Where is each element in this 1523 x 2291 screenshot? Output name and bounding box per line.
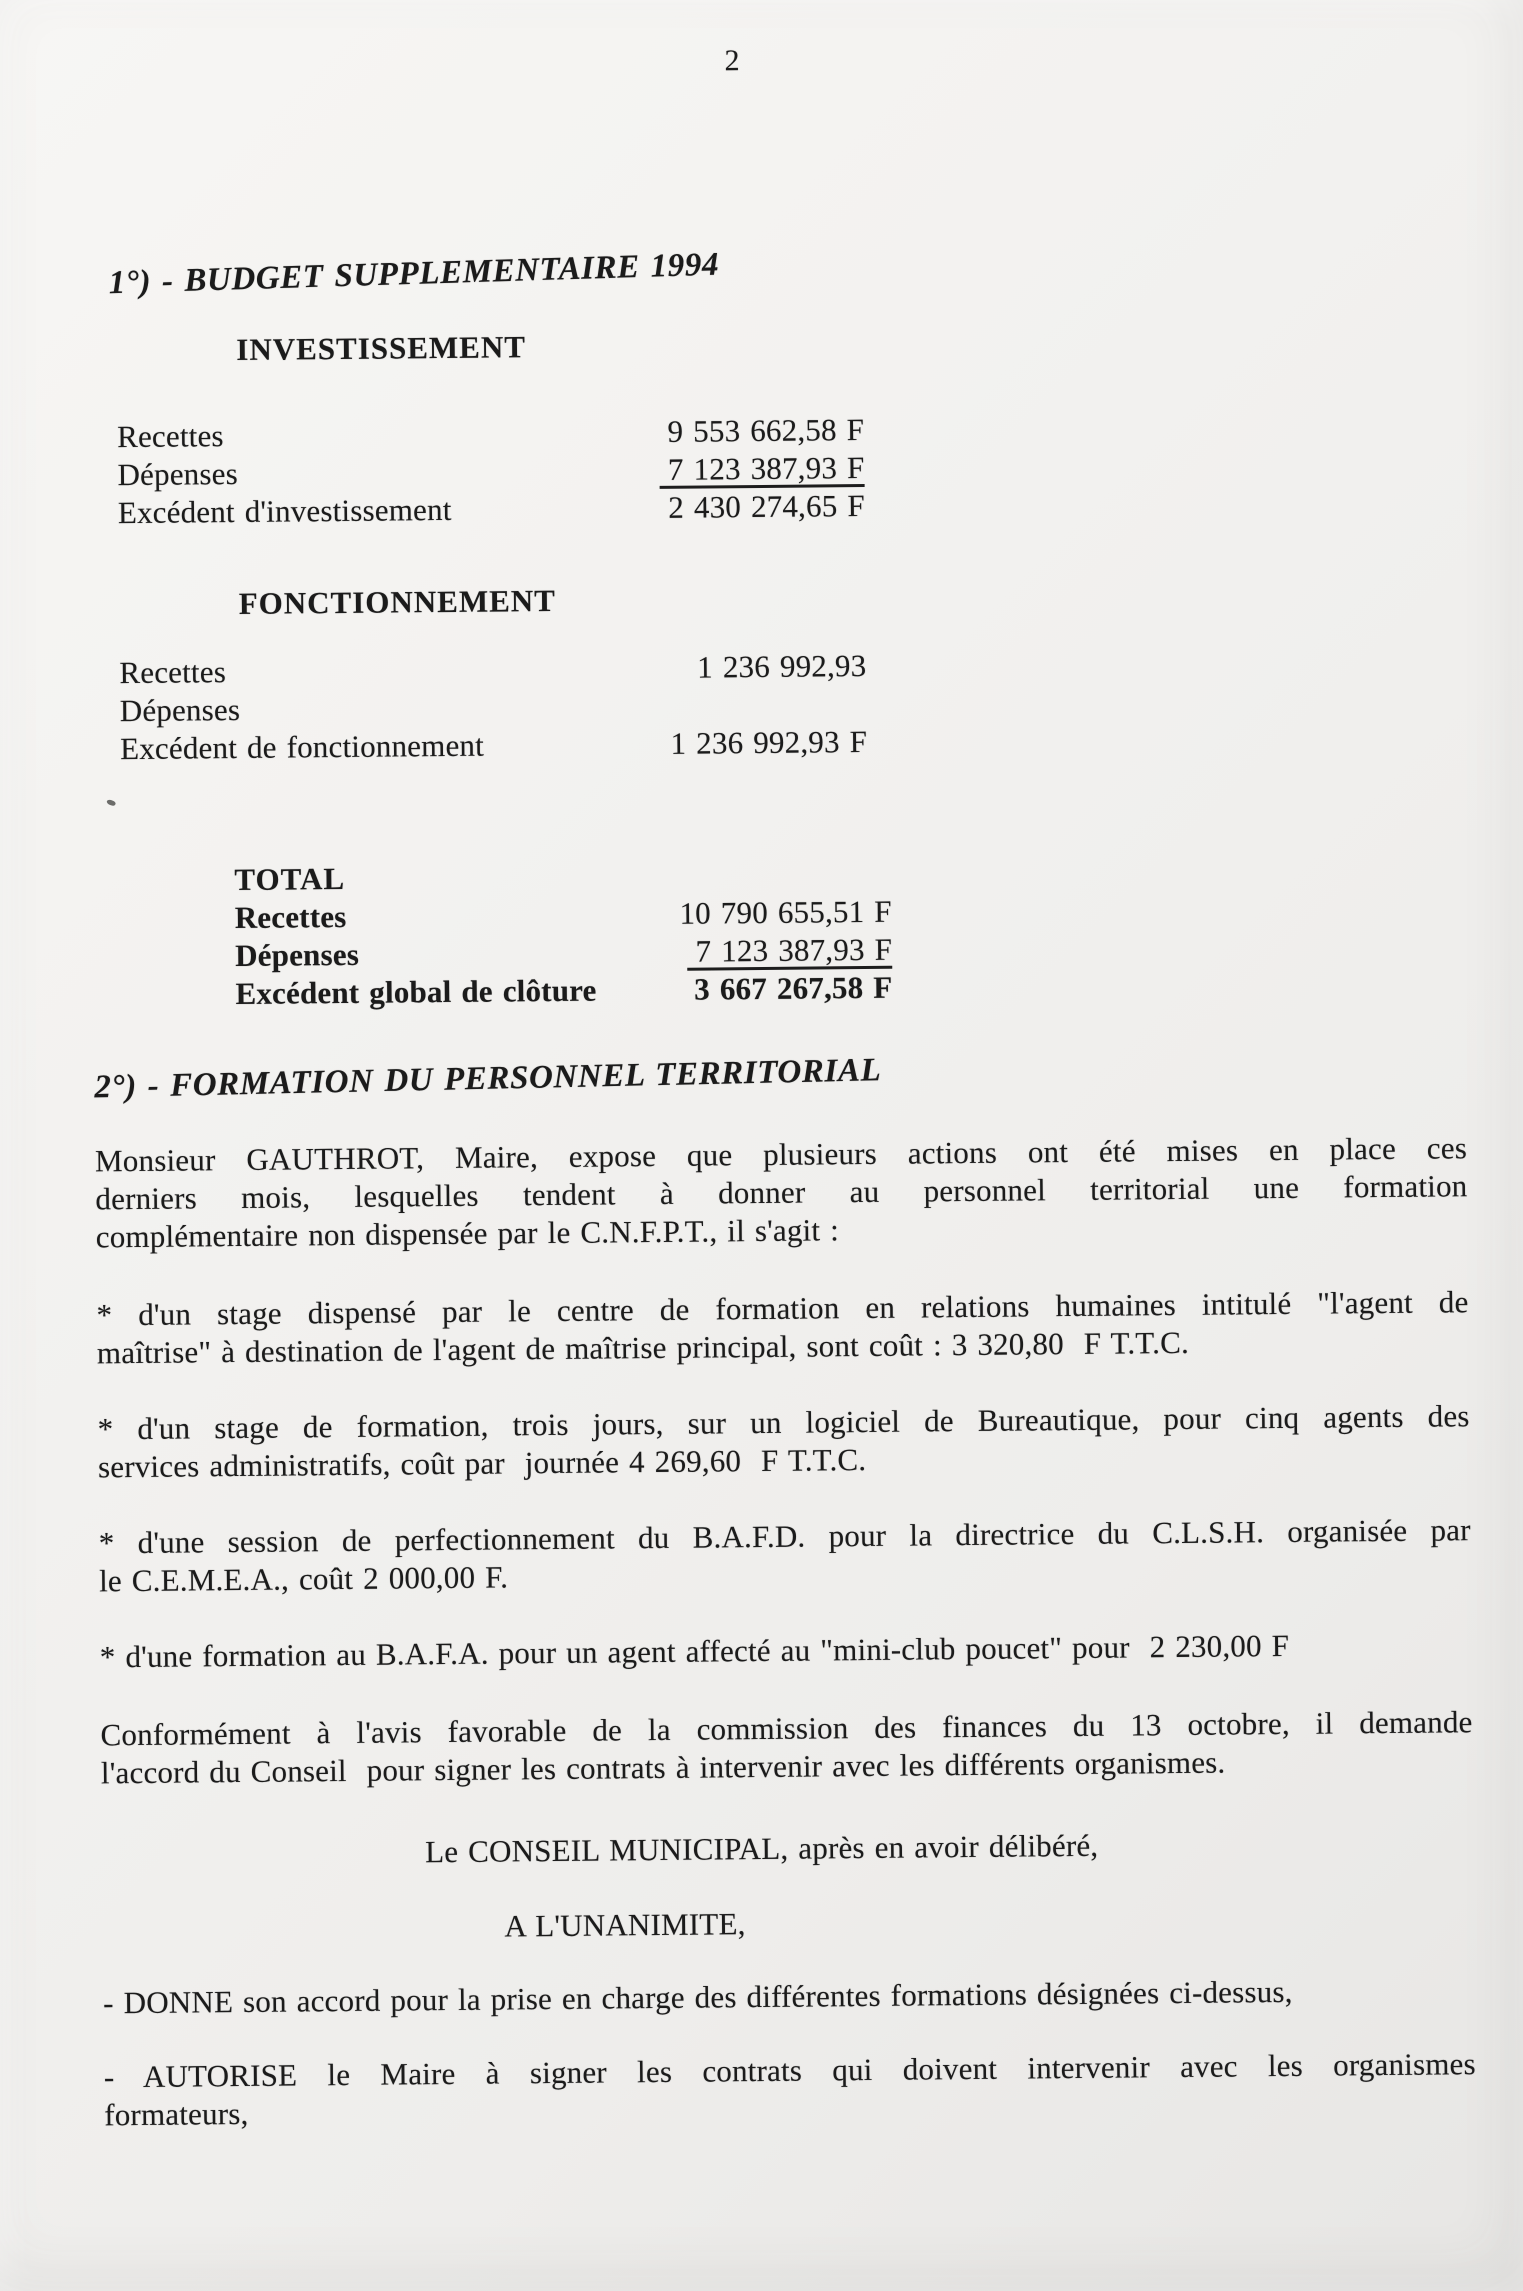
budget-row bbox=[235, 931, 892, 975]
paragraph-line: l'accord du Conseil pour signer les contrats à intervenir avec les différents organismes. bbox=[100, 1744, 1226, 1791]
paragraph-line: * d'une formation au B.A.F.A. pour un agent affecté au "mini-club poucet" pour 2 230,00 F bbox=[99, 1627, 1290, 1675]
row-label: Dépenses bbox=[117, 455, 239, 493]
intro-paragraph bbox=[95, 1129, 1468, 1256]
budget-row bbox=[120, 723, 867, 768]
decision-donne: - DONNE son accord pour la prise en charge des différentes formations désignées ci-dessus, bbox=[102, 1973, 1293, 2021]
row-label: Excédent de fonctionnement bbox=[119, 727, 485, 767]
row-value: 3 667 267,58 F bbox=[694, 969, 893, 1007]
paragraph-line: - AUTORISE le Maire à signer les contrats qui doivent intervenir avec les organismes bbox=[103, 2046, 1476, 2095]
deliberation-line: Le CONSEIL MUNICIPAL, après en avoir délibéré, bbox=[424, 1827, 1099, 1870]
row-value: 1 236 992,93 bbox=[697, 647, 867, 685]
commission-paragraph bbox=[100, 1703, 1473, 1792]
paragraph-line: le C.E.M.E.A., coût 2 000,00 F. bbox=[98, 1559, 509, 1599]
row-label: Excédent global de clôture bbox=[235, 972, 597, 1012]
paragraph-line: derniers mois, lesquelles tendent à donner au personnel territorial une formation bbox=[95, 1168, 1468, 1217]
paragraph-line: formateurs, bbox=[104, 2095, 249, 2133]
paragraph-line: maîtrise" à destination de l'agent de maîtrise principal, sont coût : 3 320,80 F T.T.C. bbox=[96, 1324, 1190, 1371]
page-number: 2 bbox=[724, 44, 740, 78]
section1-heading: 1°) - BUDGET SUPPLEMENTAIRE 1994 bbox=[108, 246, 720, 302]
investissement-title: INVESTISSEMENT bbox=[236, 329, 527, 367]
fonctionnement-table bbox=[119, 647, 867, 768]
paragraph-line: complémentaire non dispensée par le C.N.F.P.T., il s'agit : bbox=[95, 1212, 840, 1255]
row-value: 1 236 992,93 F bbox=[670, 723, 868, 761]
scan-speck-artifact bbox=[106, 799, 116, 807]
row-value: 10 790 655,51 F bbox=[679, 893, 892, 931]
budget-row bbox=[235, 969, 892, 1013]
decision-autorise bbox=[104, 2045, 1477, 2134]
budget-row bbox=[235, 893, 892, 937]
row-label: Recettes bbox=[116, 418, 224, 455]
budget-row bbox=[118, 487, 865, 532]
row-value-underlined: 7 123 387,93 F bbox=[660, 449, 865, 489]
paragraph-line: Monsieur GAUTHROT, Maire, expose que plusieurs actions ont été mises en place ces bbox=[94, 1130, 1468, 1179]
budget-row bbox=[119, 647, 866, 692]
investissement-table bbox=[117, 411, 865, 532]
row-label: Excédent d'investissement bbox=[117, 491, 452, 531]
row-value: 9 553 662,58 F bbox=[667, 411, 865, 449]
total-table bbox=[234, 855, 892, 1013]
row-value-underlined: 7 123 387,93 F bbox=[687, 931, 892, 971]
training-item bbox=[100, 1625, 1472, 1676]
paragraph-line: * d'un stage de formation, trois jours, sur un logiciel de Bureautique, pour cinq agents des bbox=[97, 1398, 1470, 1447]
unanimite-line: A L'UNANIMITE, bbox=[504, 1906, 746, 1944]
training-item bbox=[96, 1283, 1469, 1372]
row-label: Recettes bbox=[234, 898, 347, 936]
paragraph-line: Conformément à l'avis favorable de la commission des finances du 13 octobre, il demande bbox=[100, 1704, 1473, 1753]
training-item bbox=[97, 1397, 1470, 1486]
row-value: 2 430 274,65 F bbox=[668, 487, 865, 525]
paragraph-line: * d'un stage dispensé par le centre de formation en relations humaines intitulé "l'agent de bbox=[96, 1284, 1469, 1333]
total-title: TOTAL bbox=[234, 860, 346, 898]
paragraph-line: services administratifs, coût par journée 4 269,60 F T.T.C. bbox=[97, 1441, 867, 1485]
fonctionnement-title: FONCTIONNEMENT bbox=[238, 582, 557, 621]
row-label: Recettes bbox=[119, 654, 227, 691]
row-label: Dépenses bbox=[234, 936, 360, 974]
training-item bbox=[99, 1511, 1472, 1600]
paragraph-line: * d'une session de perfectionnement du B.A.F.D. pour la directrice du C.L.S.H. organisée par bbox=[98, 1512, 1471, 1561]
row-label: Dépenses bbox=[119, 691, 241, 729]
section2-heading: 2°) - FORMATION DU PERSONNEL TERRITORIAL bbox=[93, 1052, 882, 1106]
